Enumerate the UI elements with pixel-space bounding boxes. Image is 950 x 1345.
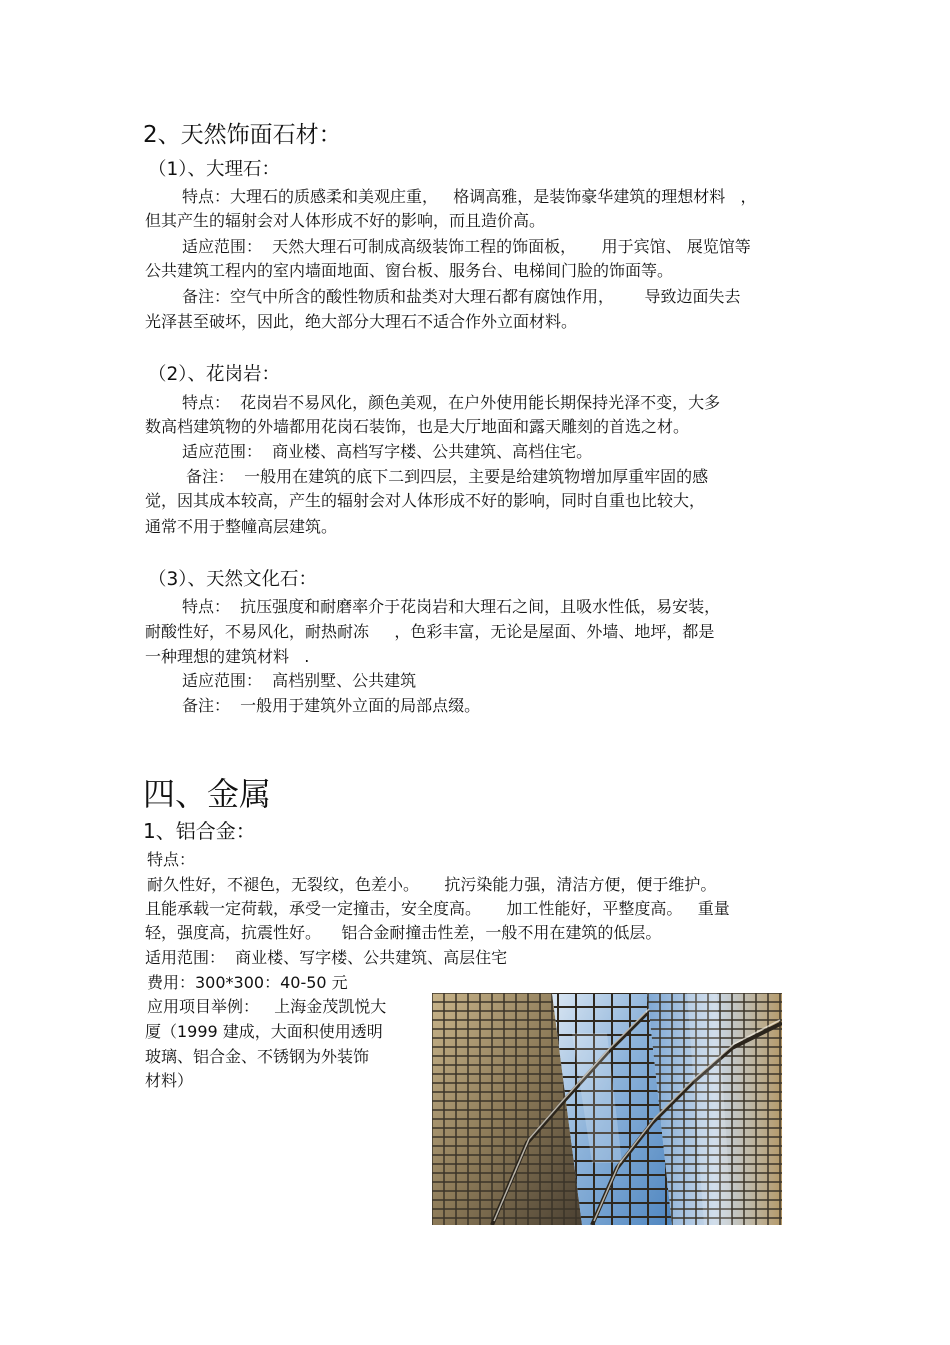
glass-curtain-wall-image	[432, 993, 782, 1225]
culture-stone-feature-line-1: 特点： 抗压强度和耐磨率介于花岗岩和大理石之间，且吸水性低，易安装，	[182, 597, 721, 616]
aluminum-feature-line-3: 轻，强度高，抗震性好。 铝合金耐撞击性差，一般不用在建筑的低层。	[145, 923, 662, 942]
section-title-metal: 四、金属	[143, 775, 272, 813]
building-photo	[432, 993, 782, 1225]
culture-stone-feature-line-2: 耐酸性好，不易风化，耐热耐冻 ，色彩丰富，无论是屋面、外墙、地坪，都是	[145, 622, 715, 641]
granite-heading: （2）、花岗岩：	[148, 364, 281, 385]
aluminum-example-line-1: 应用项目举例： 上海金茂凯悦大	[147, 997, 387, 1016]
marble-heading: （1）、大理石：	[148, 159, 281, 180]
culture-stone-note: 备注： 一般用于建筑外立面的局部点缀。	[182, 696, 481, 715]
granite-note-line-3: 通常不用于整幢高层建筑。	[145, 517, 338, 536]
aluminum-example-line-4: 材料）	[145, 1071, 194, 1090]
granite-feature-line-1: 特点： 花岗岩不易风化，颜色美观，在户外使用能长期保持光泽不变，大多	[182, 393, 721, 412]
aluminum-feature-label: 特点：	[147, 850, 196, 869]
marble-note-line-2: 光泽甚至破坏，因此，绝大部分大理石不适合作外立面材料。	[145, 312, 578, 331]
culture-stone-feature-line-3: 一种理想的建筑材料 .	[145, 647, 310, 666]
granite-note-line-1: 备注： 一般用在建筑的底下二到四层，主要是给建筑物增加厚重牢固的感	[186, 467, 709, 486]
marble-scope-line-1: 适应范围： 天然大理石可制成高级装饰工程的饰面板， 用于宾馆、 展览馆等	[182, 237, 751, 256]
granite-note-line-2: 觉，因其成本较高，产生的辐射会对人体形成不好的影响，同时自重也比较大，	[145, 491, 706, 510]
marble-scope-line-2: 公共建筑工程内的室内墙面地面、窗台板、服务台、电梯间门脸的饰面等。	[145, 261, 674, 280]
aluminum-example-line-3: 玻璃、铝合金、不锈钢为外装饰	[145, 1047, 370, 1066]
culture-stone-heading: （3）、天然文化石：	[148, 569, 318, 590]
aluminum-feature-line-2: 且能承载一定荷载，承受一定撞击，安全度高。 加工性能好，平整度高。 重量	[145, 899, 730, 918]
marble-note-line-1: 备注：空气中所含的酸性物质和盐类对大理石都有腐蚀作用， 导致边面失去	[182, 287, 741, 306]
granite-feature-line-2: 数高档建筑物的外墙都用花岗石装饰，也是大厅地面和露天雕刻的首选之材。	[145, 417, 690, 436]
aluminum-example-line-2: 厦（1999 建成，大面积使用透明	[145, 1022, 383, 1041]
aluminum-scope: 适用范围： 商业楼、写字楼、公共建筑、高层住宅	[145, 948, 508, 967]
marble-feature-line-2: 但其产生的辐射会对人体形成不好的影响，而且造价高。	[145, 211, 546, 230]
aluminum-heading: 1、铝合金：	[143, 819, 256, 843]
marble-feature-line-1: 特点：大理石的质感柔和美观庄重， 格调高雅，是装饰豪华建筑的理想材料 ，	[182, 187, 757, 206]
aluminum-feature-line-1: 耐久性好，不褪色，无裂纹，色差小。 抗污染能力强，清洁方便，便于维护。	[147, 875, 717, 894]
section-title-stone: 2、天然饰面石材：	[143, 122, 342, 148]
granite-scope: 适应范围： 商业楼、高档写字楼、公共建筑、高档住宅。	[182, 442, 593, 461]
culture-stone-scope: 适应范围： 高档别墅、公共建筑	[182, 671, 417, 690]
aluminum-cost: 费用：300*300：40-50 元	[147, 973, 348, 992]
